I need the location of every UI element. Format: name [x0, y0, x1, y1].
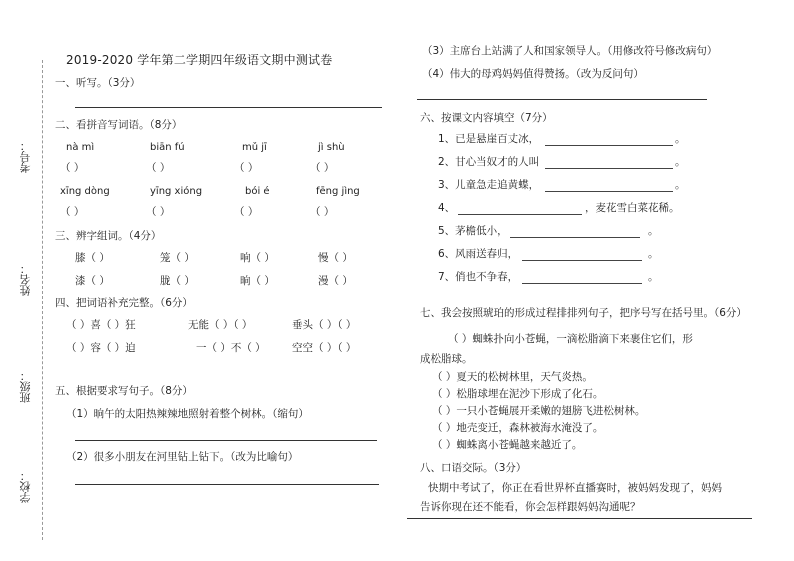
oral-prompt-line-1: 快期中考试了，你正在看世界杯直播赛时，被妈妈发现了，妈妈 [428, 482, 722, 494]
char-group[interactable]: 笼（ ） [160, 252, 195, 264]
pinyin-7: bói é [245, 186, 270, 197]
fill-blank[interactable] [545, 145, 673, 146]
section-2-heading: 二、看拼音写词语。（8分） [55, 119, 183, 131]
section-7-heading: 七、我会按照琥珀的形成过程排排列句子，把序号写在括号里。（6分） [420, 307, 747, 319]
char-group[interactable]: 漫（ ） [318, 275, 353, 287]
question-1: （1）晌午的太阳热辣辣地照射着整个树林。（缩句） [66, 408, 309, 420]
fill-end-mark: 。 [675, 156, 686, 168]
sequence-item[interactable]: （ ）蜘蛛扑向小苍蝇，一滴松脂滴下来裹住它们，形 [448, 333, 693, 345]
fill-end-mark: 。 [648, 225, 659, 237]
page-title: 2019-2020 学年第二学期四年级语文期中测试卷 [66, 53, 333, 67]
fill-blank[interactable] [545, 168, 673, 169]
answer-paren[interactable]: （ ） [234, 206, 259, 218]
fill-end-mark: 。 [675, 133, 686, 145]
idiom-blank[interactable]: （ ）容（ ）迫 [66, 342, 136, 354]
answer-line[interactable] [407, 518, 752, 519]
fill-blank[interactable] [522, 260, 642, 261]
sequence-item[interactable]: （ ）一只小苍蝇展开柔嫩的翅膀飞进松树林。 [432, 405, 646, 417]
section-6-heading: 六、按课文内容填空（7分） [420, 112, 553, 124]
char-group[interactable]: 膝（ ） [75, 252, 110, 264]
char-group[interactable]: 胧（ ） [160, 275, 195, 287]
fill-4-tail: ，麦花雪白菜花稀。 [585, 202, 680, 214]
fill-1: 1、已是悬崖百丈冰， [438, 133, 540, 145]
name-label: 姓名： [19, 263, 32, 296]
pinyin-5: xīng dòng [60, 186, 110, 197]
sequence-item-cont: 成松脂球。 [420, 353, 473, 365]
pinyin-2: biān fú [150, 142, 185, 153]
school-label: 学校： [19, 470, 32, 503]
fill-3: 3、儿童急走追黄蝶， [438, 179, 540, 191]
oral-prompt-line-2: 告诉你现在还不能看，你会怎样跟妈妈沟通呢？ [420, 501, 641, 513]
exam-number-label: 考号： [19, 140, 32, 173]
fill-blank[interactable] [545, 191, 673, 192]
idiom-blank[interactable]: 无能（ ）（ ） [188, 319, 253, 331]
answer-paren[interactable]: （ ） [146, 206, 171, 218]
class-label: 班级： [19, 370, 32, 403]
section-1-heading: 一、听写。（3分） [55, 77, 141, 89]
fill-end-mark: 。 [675, 179, 686, 191]
fill-4: 4、 [438, 202, 456, 214]
binding-line [42, 60, 44, 540]
answer-paren[interactable]: （ ） [310, 206, 335, 218]
answer-paren[interactable]: （ ） [234, 162, 259, 174]
fill-end-mark: 。 [648, 248, 659, 260]
idiom-blank[interactable]: （ ）喜（ ）狂 [66, 319, 136, 331]
question-3: （3）主席台上站满了人和国家领导人。（用修改符号修改病句） [422, 45, 718, 57]
idiom-blank[interactable]: 一（ ）不（ ） [196, 342, 266, 354]
pinyin-6: yīng xióng [150, 186, 203, 197]
answer-line[interactable] [75, 484, 379, 485]
char-group[interactable]: 晌（ ） [240, 275, 275, 287]
sequence-item[interactable]: （ ）夏天的松树林里，天气炎热。 [432, 371, 593, 383]
fill-blank[interactable] [522, 283, 642, 284]
answer-paren[interactable]: （ ） [60, 162, 85, 174]
pinyin-3: mǔ jī [242, 142, 267, 153]
char-group[interactable]: 响（ ） [240, 252, 275, 264]
section-4-heading: 四、把词语补充完整。（6分） [55, 297, 193, 309]
answer-paren[interactable]: （ ） [60, 206, 85, 218]
sequence-item[interactable]: （ ）地壳变迁，森林被海水淹没了。 [432, 422, 604, 434]
fill-2: 2、甘心当奴才的人叫 [438, 156, 540, 168]
pinyin-1: nà mì [66, 142, 95, 153]
idiom-blank[interactable]: 空空（ ）（ ） [292, 342, 357, 354]
fill-5: 5、茅檐低小， [438, 225, 508, 237]
fill-6: 6、风雨送春归， [438, 248, 519, 260]
answer-paren[interactable]: （ ） [146, 162, 171, 174]
dictation-answer-line[interactable] [75, 107, 382, 108]
char-group[interactable]: 漆（ ） [75, 275, 110, 287]
idiom-blank[interactable]: 垂头（ ）（ ） [292, 319, 357, 331]
section-8-heading: 八、口语交际。（3分） [420, 462, 527, 474]
char-group[interactable]: 慢（ ） [318, 252, 353, 264]
question-4: （4）伟大的母鸡妈妈值得赞扬。（改为反问句） [422, 68, 644, 80]
question-2: （2）很多小朋友在河里钻上钻下。（改为比喻句） [66, 451, 299, 463]
answer-line[interactable] [417, 99, 707, 100]
sequence-item[interactable]: （ ）松脂球埋在泥沙下形成了化石。 [432, 388, 604, 400]
section-5-heading: 五、根据要求写句子。（8分） [55, 385, 193, 397]
fill-7: 7、俏也不争春， [438, 271, 519, 283]
answer-line[interactable] [75, 440, 377, 441]
fill-end-mark: 。 [648, 271, 659, 283]
pinyin-4: jì shù [318, 142, 345, 153]
section-3-heading: 三、辨字组词。（4分） [55, 230, 162, 242]
sequence-item[interactable]: （ ）蜘蛛离小苍蝇越来越近了。 [432, 439, 583, 451]
pinyin-8: fēng jìng [316, 186, 360, 197]
fill-blank[interactable] [510, 237, 640, 238]
answer-paren[interactable]: （ ） [310, 162, 335, 174]
fill-blank[interactable] [458, 214, 582, 215]
